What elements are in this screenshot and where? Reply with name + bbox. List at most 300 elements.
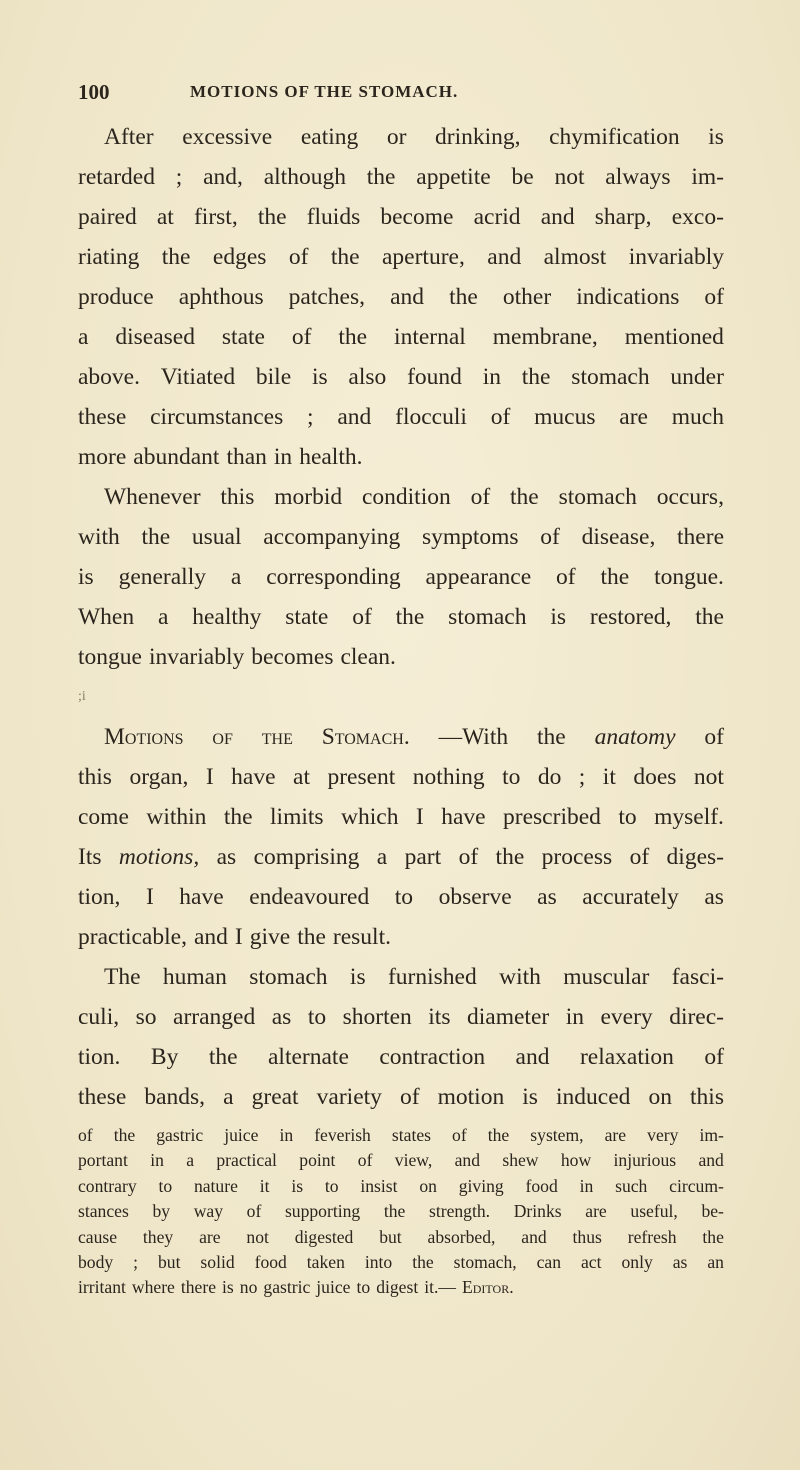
body-text (78, 120, 724, 1120)
word: fluids (306, 204, 361, 230)
word: great (251, 1084, 299, 1110)
word: eating (300, 124, 359, 150)
word: the (141, 524, 171, 550)
running-title: MOTIONS OF THE STOMACH. (190, 82, 459, 101)
word: —With (438, 724, 509, 750)
text-line (78, 560, 724, 600)
word: endeavoured (249, 884, 370, 910)
word: the (208, 1044, 238, 1070)
word: the (600, 564, 630, 590)
word: have (441, 804, 486, 830)
word: to (356, 1277, 371, 1298)
word: the (257, 204, 287, 230)
footnote-line (78, 1123, 724, 1148)
word: I (145, 884, 154, 910)
word: stances (78, 1201, 129, 1222)
word: the (297, 924, 326, 950)
word: diseased (115, 324, 195, 350)
word: contrary (78, 1175, 137, 1196)
word: a (78, 324, 89, 350)
text-line (78, 120, 724, 160)
text-line (78, 800, 724, 840)
footnote-line (78, 1225, 724, 1250)
word: gastric (263, 1277, 311, 1298)
word: the (695, 604, 724, 630)
word: gastric (156, 1125, 204, 1145)
word: above. (78, 364, 140, 390)
word: are (604, 1125, 627, 1145)
word: retarded (78, 164, 155, 190)
word: the (510, 484, 539, 510)
word: tion. (78, 1044, 121, 1070)
word: a (157, 604, 169, 630)
footnote-line (78, 1250, 724, 1275)
text-line (78, 160, 724, 200)
word: variety (316, 1084, 382, 1110)
word: induced (556, 1084, 631, 1110)
word: of (704, 284, 724, 310)
word: this (78, 764, 112, 790)
word: to (158, 1175, 173, 1196)
word: of (458, 844, 479, 870)
word: process (541, 844, 613, 870)
word: act (581, 1251, 602, 1272)
word: and (515, 1044, 550, 1070)
word: becomes (251, 644, 334, 670)
word: shew (502, 1150, 539, 1171)
word: body (78, 1251, 114, 1272)
word: a (376, 844, 388, 870)
word: and (540, 204, 575, 230)
word: food (254, 1251, 287, 1272)
word: limits (270, 804, 324, 830)
word: does (633, 764, 677, 790)
word: arranged (173, 1004, 256, 1030)
footnote-line (78, 1174, 724, 1199)
text-line (78, 320, 724, 360)
word: human (162, 964, 227, 990)
word: where (131, 1277, 175, 1298)
word: under (670, 364, 724, 390)
word: ; (133, 1251, 139, 1272)
word: culi, (78, 1004, 120, 1030)
text-line (78, 360, 724, 400)
word: in (273, 444, 293, 470)
word: state (221, 324, 265, 350)
word: comprising (253, 844, 360, 870)
word: ; (578, 764, 586, 790)
word: myself. (654, 804, 724, 830)
word: of (357, 1150, 373, 1171)
word: appearance (425, 564, 532, 590)
text-line (78, 1040, 724, 1080)
word: but (157, 1251, 181, 1272)
word: to (502, 764, 521, 790)
word: I (234, 924, 243, 950)
word: can (536, 1251, 562, 1272)
word: nothing (412, 764, 485, 790)
word: give (249, 924, 291, 950)
text-line (78, 840, 724, 880)
word: the (536, 724, 566, 750)
word: in (579, 1175, 594, 1196)
word: although (263, 164, 346, 190)
word: the (366, 164, 396, 190)
footnote (78, 1123, 724, 1301)
word: the (383, 1201, 406, 1222)
word: Motions (104, 724, 184, 750)
word: ; (175, 164, 183, 190)
word: excessive (182, 124, 273, 150)
word: mucus (534, 404, 596, 430)
word: much (671, 404, 724, 430)
word: and (487, 244, 522, 270)
word: are (585, 1201, 607, 1222)
word: of (212, 724, 233, 750)
word: system, (530, 1125, 584, 1145)
word: the (521, 364, 551, 390)
word: is (222, 1277, 234, 1298)
word: it.— (424, 1277, 456, 1298)
word: of (352, 604, 372, 630)
word: prescribed (503, 804, 601, 830)
word: and (390, 284, 425, 310)
word: symptoms (421, 524, 519, 550)
word: taken (306, 1251, 345, 1272)
word: produce (78, 284, 154, 310)
word: practicable, (78, 924, 187, 950)
text-line (78, 440, 724, 480)
word: is (78, 564, 94, 590)
word: the (395, 604, 425, 630)
word: juice (316, 1277, 351, 1298)
text-line (78, 280, 724, 320)
word: by (152, 1201, 171, 1222)
word: aphthous (178, 284, 264, 310)
word: as (704, 884, 724, 910)
word: the (338, 324, 368, 350)
word: are (619, 404, 648, 430)
word: occurs, (656, 484, 724, 510)
text-line (78, 240, 724, 280)
word: exco- (671, 204, 724, 230)
word: at (156, 204, 174, 230)
word: at (293, 764, 310, 790)
word: a (186, 1150, 195, 1171)
word: internal (394, 324, 466, 350)
word: of (78, 1125, 93, 1145)
word: corresponding (266, 564, 401, 590)
word: be- (701, 1201, 724, 1222)
word: state (285, 604, 329, 630)
word: invariably (148, 644, 245, 670)
word: Vitiated (160, 364, 236, 390)
word: very (647, 1125, 679, 1145)
word: sharp, (594, 204, 652, 230)
word: portant (78, 1150, 128, 1171)
word: membrane, (492, 324, 598, 350)
word: bile (255, 364, 292, 390)
word: do (537, 764, 562, 790)
word: edges (212, 244, 267, 270)
word: is (708, 124, 724, 150)
word: furnished (387, 964, 477, 990)
word: bands, (144, 1084, 206, 1110)
word: refresh (627, 1226, 677, 1247)
word: useful, (630, 1201, 678, 1222)
word: appetite (416, 164, 491, 190)
word: of (288, 244, 309, 270)
word: The (104, 964, 141, 990)
word: circumstances (150, 404, 284, 430)
word: shorten (342, 1004, 412, 1030)
word: the (449, 284, 478, 310)
word: of (704, 1044, 724, 1070)
word: into (364, 1251, 393, 1272)
word: clean. (340, 644, 396, 670)
word: relaxation (579, 1044, 674, 1070)
word: practical (216, 1150, 277, 1171)
word: observe (438, 884, 512, 910)
word: of (629, 844, 650, 870)
word: restored, (589, 604, 672, 630)
word: states (391, 1125, 431, 1145)
text-line (78, 600, 724, 640)
word: healthy (192, 604, 262, 630)
word: of (399, 1084, 420, 1110)
word: thus (572, 1226, 602, 1247)
text-line (78, 880, 724, 920)
word: invariably (628, 244, 724, 270)
word: found (407, 364, 462, 390)
word: in (482, 364, 501, 390)
word: Drinks (513, 1201, 562, 1222)
word: diameter (467, 1004, 550, 1030)
word: of (291, 324, 312, 350)
word: the (702, 1226, 724, 1247)
word: cause (78, 1226, 118, 1247)
text-line (78, 760, 724, 800)
word: chymification (549, 124, 680, 150)
word: the (161, 244, 191, 270)
word: almost (543, 244, 607, 270)
word: the (495, 844, 525, 870)
word: and (337, 404, 372, 430)
word: and (454, 1150, 481, 1171)
word: more (78, 444, 127, 470)
word: and (193, 924, 228, 950)
word: with (499, 964, 541, 990)
word: digest (376, 1277, 419, 1298)
word: also (348, 364, 387, 390)
word: stomach (249, 964, 328, 990)
word: they (142, 1226, 174, 1247)
word: a (230, 564, 242, 590)
word: mentioned (624, 324, 724, 350)
word: ; (307, 404, 314, 430)
word: contraction (379, 1044, 486, 1070)
word: result. (332, 924, 391, 950)
word: irritant (78, 1277, 126, 1298)
word: of (470, 484, 491, 510)
footnote-line (78, 1148, 724, 1173)
word: than (226, 444, 267, 470)
word: it (259, 1175, 270, 1196)
word: motions, (118, 844, 200, 870)
word: on (648, 1084, 672, 1110)
word: of (490, 404, 511, 430)
word: the (261, 724, 293, 750)
word: every (600, 1004, 653, 1030)
word: its (428, 1004, 451, 1030)
word: accurately (582, 884, 679, 910)
word: to (394, 884, 414, 910)
text-line (78, 200, 724, 240)
word: these (78, 404, 127, 430)
word: the (412, 1251, 434, 1272)
word: food (525, 1175, 558, 1196)
page-header (78, 80, 722, 110)
word: After (104, 124, 154, 150)
text-line (78, 680, 724, 720)
word: is (311, 364, 328, 390)
word: supporting (284, 1201, 361, 1222)
word: or (386, 124, 407, 150)
word: in (279, 1125, 294, 1145)
word: riating (78, 244, 140, 270)
word: is (291, 1175, 304, 1196)
word: of (704, 724, 724, 750)
word: but (379, 1226, 402, 1247)
word: with (78, 524, 120, 550)
word: this (220, 484, 255, 510)
word: tongue (78, 644, 142, 670)
word: condition (361, 484, 451, 510)
word: indications (576, 284, 680, 310)
word: I (205, 764, 214, 790)
word: not (693, 764, 724, 790)
page-number: 100 (78, 80, 110, 104)
text-line (78, 400, 724, 440)
word: patches, (288, 284, 366, 310)
word: these (78, 1084, 127, 1110)
word: drinking, (435, 124, 521, 150)
word: diges- (666, 844, 724, 870)
word: ;i (78, 689, 86, 704)
word: fasci- (671, 964, 724, 990)
word: digested (294, 1226, 354, 1247)
word: of (556, 564, 576, 590)
word: on (419, 1175, 437, 1196)
word: By (150, 1044, 179, 1070)
word: nature (193, 1175, 238, 1196)
word: stomach (571, 364, 650, 390)
word: way (193, 1201, 223, 1222)
word: of (540, 524, 560, 550)
word: the (487, 1125, 510, 1145)
word: strength. (428, 1201, 491, 1222)
word: of (246, 1201, 262, 1222)
word: im- (691, 164, 724, 190)
word: is (550, 604, 567, 630)
word: health. (299, 444, 363, 470)
word: how (560, 1150, 592, 1171)
text-line (78, 640, 724, 680)
word: direc- (669, 1004, 724, 1030)
text-line (78, 1000, 724, 1040)
text-line (78, 960, 724, 1000)
word: stomach (448, 604, 527, 630)
word: have (179, 884, 224, 910)
word: so (135, 1004, 157, 1030)
word: have (231, 764, 276, 790)
word: in (150, 1150, 164, 1171)
word: as (216, 844, 237, 870)
word: tion, (78, 884, 121, 910)
word: usual (191, 524, 242, 550)
footnote-line (78, 1199, 724, 1224)
word: point (299, 1150, 336, 1171)
word: paired (78, 204, 137, 230)
word: stomach (558, 484, 637, 510)
word: is (522, 1084, 538, 1110)
word: view, (394, 1150, 433, 1171)
word: are (199, 1226, 221, 1247)
word: as (672, 1251, 688, 1272)
word: only (621, 1251, 653, 1272)
word: accompanying (263, 524, 401, 550)
word: aperture, (381, 244, 465, 270)
word: circum- (669, 1175, 724, 1196)
word: not (554, 164, 585, 190)
word: I (415, 804, 424, 830)
word: within (146, 804, 207, 830)
word: the (223, 804, 253, 830)
word: come (78, 804, 129, 830)
word: Its (78, 844, 102, 870)
word: Stomach. (321, 724, 410, 750)
text-line (78, 920, 724, 960)
word: there (180, 1277, 217, 1298)
word: of (452, 1125, 467, 1145)
word: flocculi (395, 404, 467, 430)
word: alternate (268, 1044, 349, 1070)
word: present (327, 764, 396, 790)
word: generally (118, 564, 206, 590)
word: is (349, 964, 366, 990)
word: and (698, 1150, 724, 1171)
word: this (690, 1084, 724, 1110)
word: disease, (581, 524, 656, 550)
word: be (511, 164, 534, 190)
word: Whenever (104, 484, 201, 510)
word: other (502, 284, 552, 310)
word: always (605, 164, 671, 190)
word: part (404, 844, 442, 870)
word: muscular (563, 964, 650, 990)
word: anatomy (594, 724, 676, 750)
word: which (341, 804, 399, 830)
word: an (707, 1251, 724, 1272)
word: acrid (473, 204, 521, 230)
word: and, (203, 164, 243, 190)
word: organ, (129, 764, 189, 790)
word: to (307, 1004, 327, 1030)
word: juice (224, 1125, 259, 1145)
word: a (223, 1084, 234, 1110)
word: and (521, 1226, 547, 1247)
word: stomach, (453, 1251, 517, 1272)
